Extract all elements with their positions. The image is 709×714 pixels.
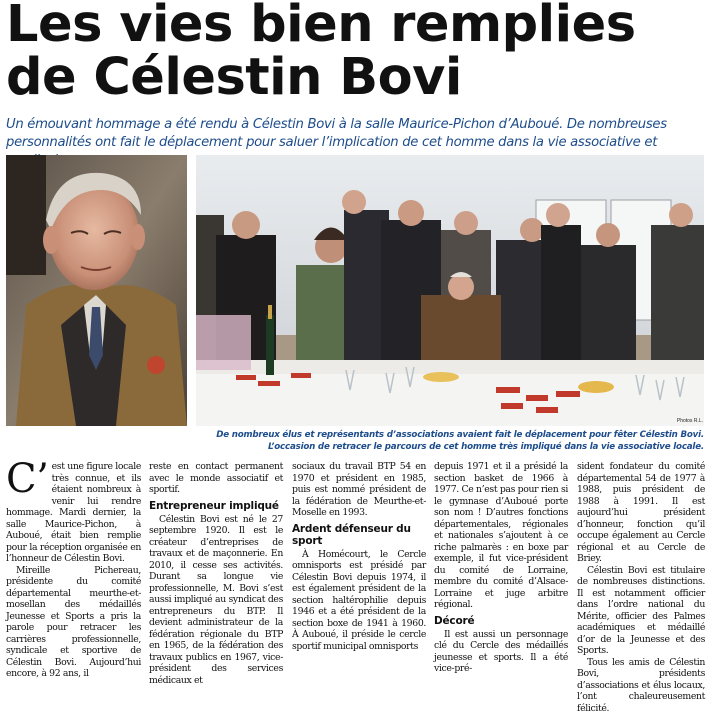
paragraph: sociaux du travail BTP 54 en 1970 et président en 1985, puis est nommé président de la fédération de Meurthe-et-Moselle en 1993. [292, 461, 426, 519]
paragraph: Il est aussi un personnage clé du Cercle des médaillés jeunesse et sports. Il a été vice-pré- [434, 629, 568, 675]
subheading: Ardent défenseur du sport [292, 523, 426, 547]
headline-line-2: de Célestin Bovi [6, 51, 706, 104]
article-lead: Un émouvant hommage a été rendu à Célestin Bovi à la salle Maurice-Pichon d’Auboué. De nombreuses personnalités ont fait le déplacement pour saluer l’implication de cet homme dans la vie associative et [6, 116, 704, 170]
subheading: Décoré [434, 615, 568, 627]
paragraph: Mireille Pichereau, présidente du comité départemental meurthe-et-mosellan des médaillés Jeunesse et Sports a pris la parole pour retracer les carrières professionnelle, syndicale et sportive de Célestin Bovi. Aujourd’hui encore, à 92 ans, il [6, 565, 141, 680]
paragraph: reste en contact permanent avec le monde associatif et sportif. [149, 461, 283, 496]
paragraph: Célestin Bovi est né le 27 septembre 1920. Il est le créateur d’entreprises de travaux et de maçonnerie. En 2010, il cesse ses activités. Durant sa longue vie professionnelle, M. Bovi s’est aussi impliqué au syndicat des entrepreneurs du BTP. Il devient administrateur de la fédération régionale du BTP en 1965, de la fédération des travaux publics en 1967, vice-président des services médicaux et [149, 514, 283, 687]
article-column-2 [149, 461, 283, 651]
article-column-5 [577, 461, 705, 651]
photo-credit: Photos R.L. [677, 418, 703, 424]
drop-cap: C’ [6, 462, 49, 496]
headline-line-1: Les vies bien remplies [6, 0, 706, 51]
headline [6, 0, 706, 104]
paragraph: sident fondateur du comité départemental 54 de 1977 à 1988, puis président de 1988 à 1991. Il est aujourd’hui président d’honneur, fonction qu’il occupe également au Cercle régional et au Cercle de Briey. [577, 461, 705, 565]
paragraph: Célestin Bovi est titulaire de nombreuses distinctions. Il est notamment officier dans l’ordre national du Mérite, officier des Palmes académiques et médaillé d’or de la Jeunesse et des Sports. [577, 565, 705, 657]
article-column-3 [292, 461, 426, 651]
paragraph [6, 461, 141, 565]
caption-line-1: De nombreux élus et représentants d’associations avaient fait le déplacement pour fêter Célestin Bovi. [196, 429, 704, 441]
portrait-photo [6, 155, 187, 426]
photo-caption [196, 429, 704, 453]
subheading: Entrepreneur impliqué [149, 500, 283, 512]
paragraph: Tous les amis de Célestin Bovi, présidents d’associations et élus locaux, l’ont chaleureusement félicité. [577, 657, 705, 714]
article-column-1 [6, 461, 141, 651]
group-photo [196, 155, 704, 426]
paragraph: depuis 1971 et il a présidé la section basket de 1966 à 1977. Ce n’est pas pour rien si le gymnase d’Auboué porte son nom ! D’autres fonctions départementales, régionales et nationales s’ajoutent à ce riche palmarès : en boxe par exemple, il fut vice-président du comité de Lorraine, membre du comité d’Alsace-Lorraine et juge arbitre régional. [434, 461, 568, 611]
caption-line-2: L’occasion de retracer le parcours de cet homme très impliqué dans la vie associative locale. [196, 441, 704, 453]
paragraph: À Homécourt, le Cercle omnisports est présidé par Célestin Bovi depuis 1974, il est également président de la section haltérophilie depuis 1946 et a été président de la section boxe de 1941 à 1960. À Auboué, il préside le cercle sportif municipal omnisports [292, 549, 426, 653]
paragraph-text: est une figure locale très connue, et ils étaient nombreux à venir lui rendre hommage. Mardi dernier, la salle Maurice-Pichon, à Auboué, était bien remplie pour la réception organisée en l’honneur de Célestin Bovi. [6, 461, 141, 564]
article-column-4 [434, 461, 568, 651]
